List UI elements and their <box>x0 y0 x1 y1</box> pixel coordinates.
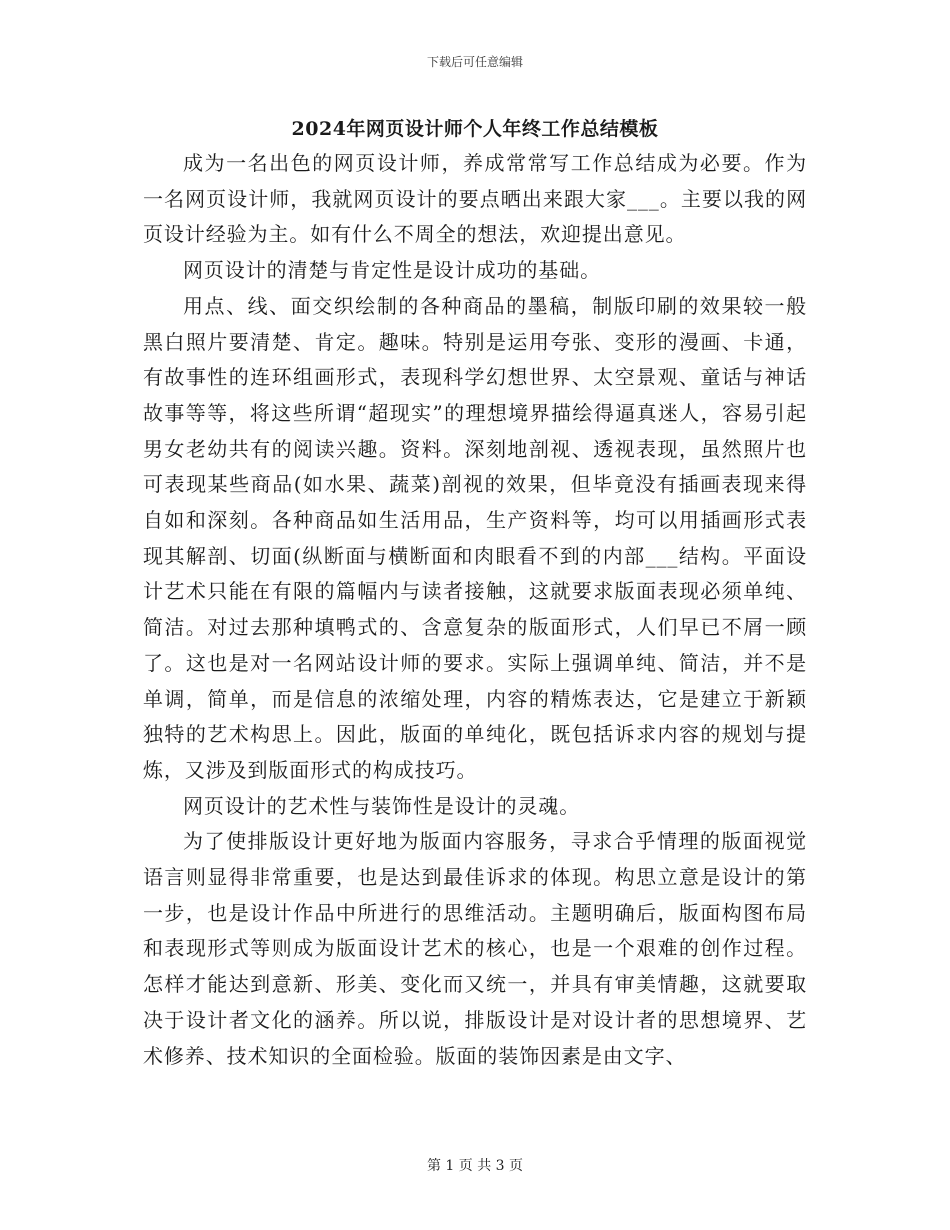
body-paragraph-heading-clarity: 网页设计的清楚与肯定性是设计成功的基础。 <box>183 258 601 283</box>
document-body <box>143 146 807 1074</box>
body-paragraph-intro: 成为一名出色的网页设计师，养成常常写工作总结成为必要。作为一名网页设计师，我就网页设计的要点晒出来跟大家___。主要以我的网页设计经验为主。如有什么不周全的想法，欢迎提出意见。 <box>143 151 807 247</box>
body-paragraph-illustration: 用点、线、面交织绘制的各种商品的墨稿，制版印刷的效果较一般黑白照片要清楚、肯定。趣味。特别是运用夸张、变形的漫画、卡通，有故事性的连环组画形式，表现科学幻想世界、太空景观、童话与神话故事等等，将这些所谓“超现实”的理想境界描绘得逼真迷人，容易引起男女老幼共有的阅读兴趣。资料。深刻地剖视、透视表现，虽然照片也可表现某些商品(如水果、蔬菜)剖视的效果，但毕竟没有插画表现来得自如和深刻。各种商品如生活用品，生产资料等，均可以用插画形式表现其解剖、切面(纵断面与横断面和肉眼看不到的内部___结构。平面设计艺术只能在有限的篇幅内与读者接触，这就要求版面表现必须单纯、简洁。对过去那种填鸭式的、含意复杂的版面形式，人们早已不屑一顾了。这也是对一名网站设计师的要求。实际上强调单纯、简洁，并不是单调，简单，而是信息的浓缩处理，内容的精炼表达，它是建立于新颖独特的艺术构思上。因此，版面的单纯化，既包括诉求内容的规划与提炼，又涉及到版面形式的构成技巧。 <box>143 293 807 782</box>
page-header-note: 下载后可任意编辑 <box>426 55 523 69</box>
document-title: 2024年网页设计师个人年终工作总结模板 <box>291 118 659 140</box>
body-paragraph-heading-artistry: 网页设计的艺术性与装饰性是设计的灵魂。 <box>183 793 581 818</box>
body-paragraph-layout: 为了使排版设计更好地为版面内容服务，寻求合乎情理的版面视觉语言则显得非常重要，也是达到最佳诉求的体现。构思立意是设计的第一步，也是设计作品中所进行的思维活动。主题明确后，版面构图布局和表现形式等则成为版面设计艺术的核心，也是一个艰难的创作过程。怎样才能达到意新、形美、变化而又统一，并具有审美情趣，这就要取决于设计者文化的涵养。所以说，排版设计是对设计者的思想境界、艺术修养、技术知识的全面检验。版面的装饰因素是由文字、 <box>143 829 807 1068</box>
page-number-indicator: 第 1 页 共 3 页 <box>426 1158 524 1174</box>
